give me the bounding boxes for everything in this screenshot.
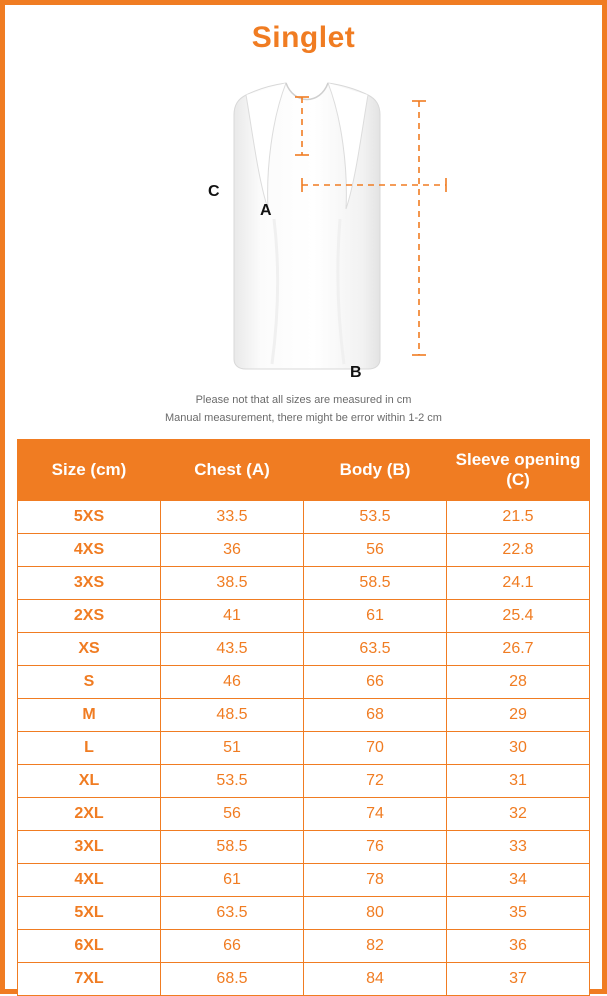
column-header-sleeve-opening: Sleeve opening (C) — [447, 440, 590, 501]
singlet-illustration — [5, 59, 602, 389]
dimension-label-c: C — [208, 183, 220, 200]
cell-size: 2XS — [18, 600, 161, 633]
cell-chest: 63.5 — [161, 897, 304, 930]
cell-body: 74 — [304, 798, 447, 831]
cell-body: 72 — [304, 765, 447, 798]
cell-sleeve: 35 — [447, 897, 590, 930]
cell-size: 6XL — [18, 930, 161, 963]
cell-sleeve: 29 — [447, 699, 590, 732]
cell-size: 2XL — [18, 798, 161, 831]
cell-size: 3XS — [18, 567, 161, 600]
cell-body: 78 — [304, 864, 447, 897]
singlet-svg — [154, 59, 454, 389]
cell-sleeve: 25.4 — [447, 600, 590, 633]
table-row — [18, 864, 590, 897]
cell-size: 7XL — [18, 963, 161, 996]
note-line-1: Please not that all sizes are measured in cm — [195, 394, 412, 406]
cell-sleeve: 32 — [447, 798, 590, 831]
table-row — [18, 501, 590, 534]
size-table-container — [17, 439, 590, 996]
cell-body: 80 — [304, 897, 447, 930]
cell-size: L — [18, 732, 161, 765]
cell-chest: 58.5 — [161, 831, 304, 864]
table-row — [18, 534, 590, 567]
cell-sleeve: 24.1 — [447, 567, 590, 600]
cell-chest: 46 — [161, 666, 304, 699]
cell-sleeve: 36 — [447, 930, 590, 963]
table-row — [18, 897, 590, 930]
table-row — [18, 798, 590, 831]
table-row — [18, 666, 590, 699]
cell-chest: 68.5 — [161, 963, 304, 996]
cell-chest: 56 — [161, 798, 304, 831]
cell-size: 4XL — [18, 864, 161, 897]
cell-body: 63.5 — [304, 633, 447, 666]
cell-chest: 66 — [161, 930, 304, 963]
cell-body: 76 — [304, 831, 447, 864]
table-row — [18, 831, 590, 864]
table-row — [18, 600, 590, 633]
cell-body: 58.5 — [304, 567, 447, 600]
cell-chest: 36 — [161, 534, 304, 567]
cell-body: 70 — [304, 732, 447, 765]
size-table — [17, 439, 590, 996]
cell-body: 66 — [304, 666, 447, 699]
cell-chest: 38.5 — [161, 567, 304, 600]
cell-chest: 43.5 — [161, 633, 304, 666]
column-header-size: Size (cm) — [18, 440, 161, 501]
cell-size: XS — [18, 633, 161, 666]
table-row — [18, 963, 590, 996]
cell-chest: 53.5 — [161, 765, 304, 798]
cell-size: M — [18, 699, 161, 732]
cell-size: XL — [18, 765, 161, 798]
dimension-label-a: A — [260, 202, 272, 219]
cell-body: 53.5 — [304, 501, 447, 534]
cell-sleeve: 21.5 — [447, 501, 590, 534]
cell-chest: 48.5 — [161, 699, 304, 732]
column-header-body: Body (B) — [304, 440, 447, 501]
cell-sleeve: 26.7 — [447, 633, 590, 666]
cell-sleeve: 28 — [447, 666, 590, 699]
cell-size: 5XS — [18, 501, 161, 534]
table-row — [18, 633, 590, 666]
cell-chest: 33.5 — [161, 501, 304, 534]
cell-size: 3XL — [18, 831, 161, 864]
cell-chest: 61 — [161, 864, 304, 897]
cell-body: 56 — [304, 534, 447, 567]
cell-size: 5XL — [18, 897, 161, 930]
garment-diagram — [5, 59, 602, 389]
cell-body: 68 — [304, 699, 447, 732]
cell-sleeve: 33 — [447, 831, 590, 864]
dimension-label-b: B — [350, 364, 362, 381]
column-header-chest: Chest (A) — [161, 440, 304, 501]
table-row — [18, 930, 590, 963]
cell-body: 61 — [304, 600, 447, 633]
cell-sleeve: 31 — [447, 765, 590, 798]
cell-sleeve: 22.8 — [447, 534, 590, 567]
table-row — [18, 699, 590, 732]
measurement-notes — [5, 391, 602, 427]
table-row — [18, 567, 590, 600]
cell-chest: 51 — [161, 732, 304, 765]
table-row — [18, 732, 590, 765]
table-row — [18, 765, 590, 798]
table-header-row — [18, 440, 590, 501]
cell-size: S — [18, 666, 161, 699]
cell-body: 82 — [304, 930, 447, 963]
page-title: Singlet — [251, 21, 356, 54]
size-table-body — [18, 501, 590, 996]
cell-chest: 41 — [161, 600, 304, 633]
cell-sleeve: 30 — [447, 732, 590, 765]
cell-sleeve: 37 — [447, 963, 590, 996]
size-table-head — [18, 440, 590, 501]
cell-body: 84 — [304, 963, 447, 996]
cell-sleeve: 34 — [447, 864, 590, 897]
note-line-2: Manual measurement, there might be error within 1-2 cm — [165, 412, 442, 424]
cell-size: 4XS — [18, 534, 161, 567]
